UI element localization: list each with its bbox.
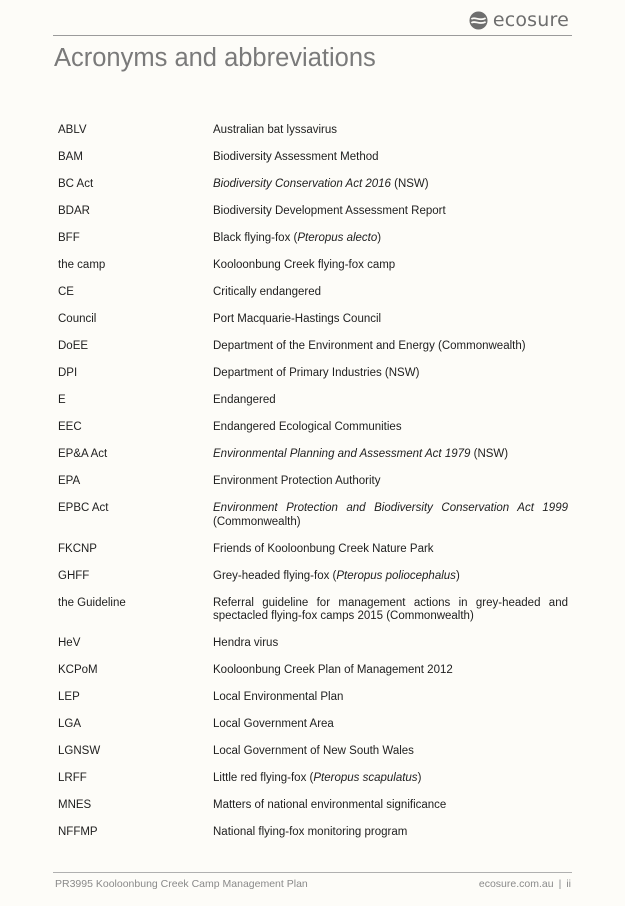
definition-text: Hendra virus: [213, 637, 279, 650]
acronym-definition: [213, 502, 568, 529]
acronym-list: [58, 124, 568, 853]
page-number: ii: [566, 878, 571, 890]
acronym-term: BAM: [58, 151, 83, 163]
acronym-definition: [213, 232, 568, 246]
definition-text: Matters of national environmental significance: [213, 799, 447, 812]
acronym-term: MNES: [58, 799, 92, 812]
acronym-definition: [213, 448, 568, 462]
acronym-definition: [213, 367, 568, 381]
acronym-term: DoEE: [58, 340, 89, 352]
ecosure-logo: [469, 9, 569, 31]
acronym-row: [58, 232, 568, 246]
definition-italic-text: Environmental Planning and Assessment Act 1979: [213, 448, 471, 460]
acronym-term: CE: [58, 286, 74, 298]
acronym-row: [58, 394, 568, 408]
acronym-row: [58, 570, 568, 584]
definition-text: (NSW): [470, 448, 509, 460]
definition-text: Environment Protection Authority: [213, 475, 381, 487]
acronym-term: HeV: [58, 637, 81, 650]
definition-text: Australian bat lyssavirus: [213, 124, 337, 136]
acronym-definition: [213, 664, 568, 678]
page-title: Acronyms and abbreviations: [54, 44, 376, 72]
acronym-definition: [213, 151, 568, 165]
acronym-row: [58, 664, 568, 678]
definition-italic-text: Environment Protection and Biodiversity Conservation Act 1999: [213, 502, 568, 514]
acronym-row: [58, 772, 568, 786]
acronym-definition: [213, 826, 568, 840]
acronym-row: [58, 502, 568, 529]
acronym-term: BDAR: [58, 205, 90, 217]
acronym-definition: [213, 205, 568, 219]
definition-text: Local Environmental Plan: [213, 691, 344, 704]
definition-text: Department of Primary Industries (NSW): [213, 367, 420, 379]
acronym-definition: [213, 745, 568, 759]
definition-text: Friends of Kooloonbung Creek Nature Park: [213, 542, 434, 555]
acronym-term: BC Act: [58, 178, 94, 190]
definition-text: Local Government of New South Wales: [213, 745, 414, 758]
definition-text: Endangered Ecological Communities: [213, 421, 402, 433]
acronym-definition: [213, 718, 568, 732]
ecosure-swirl-icon: [469, 11, 488, 30]
acronym-term: Council: [58, 313, 97, 325]
acronym-definition: [213, 178, 568, 192]
acronym-term: EEC: [58, 421, 82, 433]
footer-website: ecosure.com.au: [478, 878, 554, 890]
definition-text: Biodiversity Assessment Method: [213, 151, 379, 163]
acronym-row: [58, 597, 568, 624]
acronym-definition: [213, 543, 568, 557]
acronym-row: [58, 745, 568, 759]
definition-text: Black flying-fox (: [213, 232, 298, 244]
acronym-row: [58, 124, 568, 138]
acronym-definition: [213, 340, 568, 354]
definition-text: Department of the Environment and Energy (Commonwealth): [213, 340, 526, 352]
acronym-row: [58, 259, 568, 273]
acronym-term: KCPoM: [58, 664, 98, 677]
acronym-term: LGNSW: [58, 745, 101, 758]
acronym-definition: [213, 286, 568, 300]
acronym-term: E: [58, 394, 66, 406]
acronym-row: [58, 448, 568, 462]
acronym-row: [58, 718, 568, 732]
acronym-term: FKCNP: [58, 542, 97, 555]
acronym-row: [58, 178, 568, 192]
acronym-term: BFF: [58, 232, 80, 244]
acronym-row: [58, 367, 568, 381]
acronym-definition: [213, 475, 568, 489]
acronym-term: LRFF: [58, 772, 87, 785]
definition-text: Local Government Area: [213, 718, 334, 731]
acronym-term: DPI: [58, 367, 78, 379]
definition-italic-text: Pteropus poliocephalus: [336, 569, 456, 582]
acronym-row: [58, 637, 568, 651]
acronym-term: LEP: [58, 691, 80, 704]
acronym-row: [58, 691, 568, 705]
footer-divider: [53, 872, 572, 873]
definition-text: Little red flying-fox (: [213, 772, 314, 785]
acronym-term: LGA: [58, 718, 82, 731]
definition-text: (NSW): [390, 178, 429, 190]
definition-text: (Commonwealth): [213, 515, 301, 528]
footer-page-info: [479, 878, 571, 890]
logo-wordmark: ecosure: [492, 9, 569, 31]
acronym-definition: [213, 691, 568, 705]
acronym-row: [58, 475, 568, 489]
acronym-row: [58, 826, 568, 840]
definition-italic-text: Biodiversity Conservation Act 2016: [213, 178, 391, 190]
acronym-term: the Guideline: [58, 596, 126, 609]
definition-text: Endangered: [213, 394, 276, 406]
footer-document-title: PR3995 Kooloonbung Creek Camp Management Plan: [55, 878, 308, 890]
definition-text: Kooloonbung Creek flying-fox camp: [213, 259, 396, 271]
acronym-definition: [213, 313, 568, 327]
acronym-definition: [213, 597, 568, 624]
acronym-term: EPA: [58, 475, 81, 487]
definition-text: National flying-fox monitoring program: [213, 826, 408, 839]
acronym-row: [58, 340, 568, 354]
acronym-row: [58, 421, 568, 435]
definition-text: ): [377, 232, 382, 244]
definition-italic-text: Pteropus alecto: [297, 232, 378, 244]
acronym-definition: [213, 799, 568, 813]
definition-text: ): [455, 569, 460, 582]
definition-text: Referral guideline for management actions in grey-headed and spectacled flying-fox camps 2015 (Commonwealth): [213, 596, 568, 623]
acronym-term: EPBC Act: [58, 502, 109, 514]
definition-text: Critically endangered: [213, 286, 322, 298]
footer-separator: |: [558, 878, 562, 890]
definition-italic-text: Pteropus scapulatus: [313, 772, 418, 785]
acronym-term: ABLV: [58, 124, 87, 136]
acronym-definition: [213, 637, 568, 651]
acronym-definition: [213, 772, 568, 786]
acronym-definition: [213, 570, 568, 584]
acronym-term: NFFMP: [58, 826, 98, 839]
acronym-term: the camp: [58, 259, 106, 271]
definition-text: Grey-headed flying-fox (: [213, 569, 337, 582]
definition-text: ): [417, 772, 422, 785]
definition-text: Biodiversity Development Assessment Report: [213, 205, 446, 217]
acronym-row: [58, 205, 568, 219]
definition-text: Port Macquarie-Hastings Council: [213, 313, 382, 325]
acronym-definition: [213, 259, 568, 273]
acronym-term: GHFF: [58, 569, 90, 582]
definition-text: Kooloonbung Creek Plan of Management 2012: [213, 664, 453, 677]
acronym-definition: [213, 394, 568, 408]
acronym-row: [58, 313, 568, 327]
acronym-row: [58, 799, 568, 813]
acronym-row: [58, 286, 568, 300]
acronym-term: EP&A Act: [58, 448, 108, 460]
acronym-row: [58, 543, 568, 557]
acronym-row: [58, 151, 568, 165]
acronym-definition: [213, 124, 568, 138]
header-divider: [53, 35, 572, 36]
acronym-definition: [213, 421, 568, 435]
